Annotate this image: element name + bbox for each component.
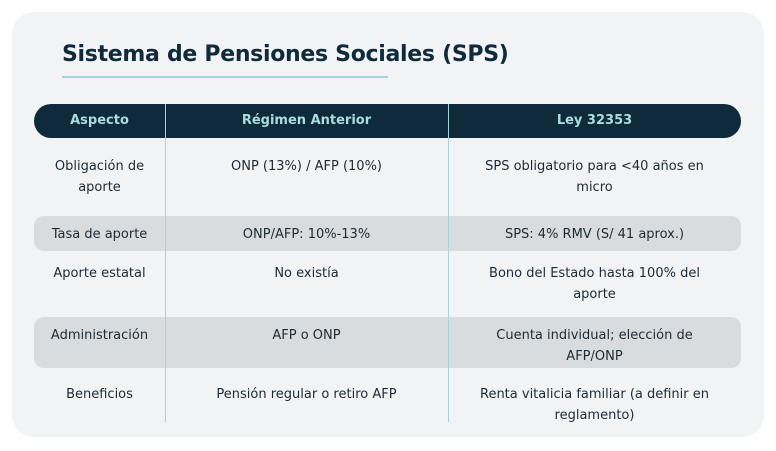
page-title: Sistema de Pensiones Sociales (SPS) bbox=[62, 42, 509, 67]
title-underline bbox=[62, 76, 388, 78]
cell-anterior: ONP (13%) / AFP (10%) bbox=[231, 159, 382, 174]
cell-ley: Cuenta individual; elección de AFP/ONP bbox=[496, 328, 693, 364]
table-row bbox=[34, 255, 741, 313]
cell-anterior: Pensión regular o retiro AFP bbox=[216, 387, 397, 402]
table-row bbox=[34, 376, 741, 424]
table-row bbox=[34, 216, 741, 251]
cell-ley: SPS obligatorio para <40 años en micro bbox=[485, 159, 704, 195]
cell-ley: Renta vitalicia familiar (a definir en reglamento) bbox=[480, 387, 709, 423]
column-divider bbox=[448, 104, 449, 422]
table-header bbox=[34, 104, 741, 138]
table-row bbox=[34, 148, 741, 206]
cell-anterior: AFP o ONP bbox=[272, 328, 341, 343]
cell-aspecto: Aporte estatal bbox=[53, 266, 146, 281]
header-regimen-anterior: Régimen Anterior bbox=[241, 113, 372, 128]
header-ley: Ley 32353 bbox=[556, 113, 633, 128]
cell-aspecto: Beneficios bbox=[66, 387, 133, 402]
cell-ley: Bono del Estado hasta 100% del aporte bbox=[489, 266, 700, 302]
cell-anterior: No existía bbox=[274, 266, 339, 281]
cell-aspecto: Tasa de aporte bbox=[51, 227, 148, 242]
cell-aspecto: Administración bbox=[50, 328, 149, 343]
cell-aspecto: Obligación de aporte bbox=[54, 159, 145, 195]
cell-ley: SPS: 4% RMV (S/ 41 aprox.) bbox=[504, 227, 685, 242]
column-divider bbox=[165, 104, 166, 422]
cell-anterior: ONP/AFP: 10%-13% bbox=[242, 227, 371, 242]
table-row bbox=[34, 317, 741, 368]
header-aspecto: Aspecto bbox=[70, 113, 129, 128]
content-card bbox=[12, 12, 764, 437]
